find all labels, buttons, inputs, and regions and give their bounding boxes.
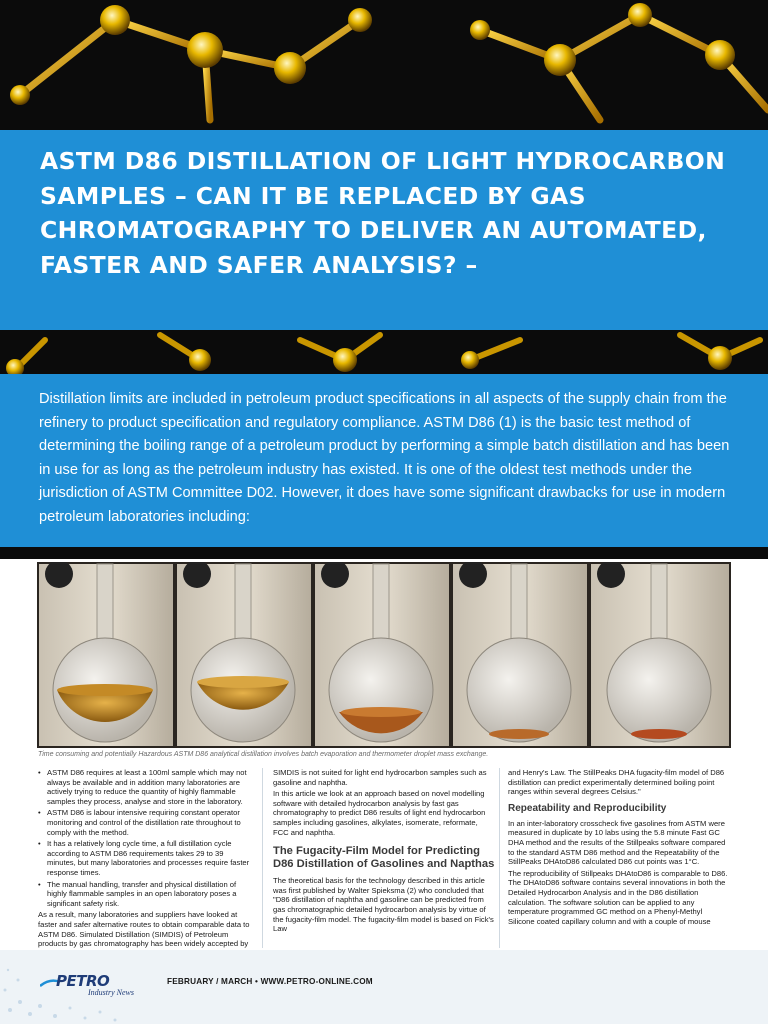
column-divider <box>499 768 500 948</box>
footer-bullet: • <box>255 977 259 986</box>
body-paragraph: As a result, many laboratories and suppliers have looked at faster and safer alternative routes to obtain comparable data to ASTM D86. Simulated Distillation (SIMDIS) of Petroleum products by gas chromatography has been widely accepted by <box>38 910 250 949</box>
title-panel <box>0 130 768 330</box>
issue-date: FEBRUARY / MARCH <box>167 977 253 986</box>
list-item: • The manual handling, transfer and physical distillation of highly flammable samples in an open laboratory poses a significant safety risk. <box>38 880 253 909</box>
body-paragraph: In this article we look at an approach based on novel modelling software with detailed hydrocarbon analysis by fast gas chromatography to predict D86 results of light end hydrocarbon samples including gasolines, alkylates, isomerate, reformate, FCC and naphtha. <box>273 789 486 837</box>
body-paragraph: In an inter-laboratory crosscheck five gasolines from ASTM were measured in duplicate by 10 labs using the 5.8 minute Fast GC DHA method and the results of the Stillpeaks software compared to the standard ASTM D86 method and the Repeatability of the StillPeaks DHAtoD86 calculated D86 cut points was 1°C. <box>508 818 726 867</box>
molecule-strip-illustration <box>0 330 768 374</box>
drawbacks-list <box>38 768 253 908</box>
section-heading: Repeatability and Reproducibility <box>508 802 667 814</box>
flask-panel-1 <box>39 562 173 746</box>
article-column-3 <box>508 768 730 928</box>
distillation-flasks-photo <box>37 562 731 748</box>
list-item: • It has a relatively long cycle time, a full distillation cycle according to ASTM D86 requirements takes 29 to 39 minutes, but many laboratories and processes require faster response times. <box>38 839 253 877</box>
body-paragraph: and Henry's Law. The StillPeaks DHA fugacity-film model of D86 distillation can predict experimentally determined boiling point ranges within several degrees Celsius." <box>508 768 725 797</box>
flask-panel-5 <box>591 562 729 746</box>
column-divider <box>262 768 263 948</box>
list-item: • ASTM D86 requires at least a 100ml sample which may not always be available and in addition many laboratories are actively trying to reduce the quantity of highly flammable samples they process, analyse and store in the laboratory. <box>38 768 253 806</box>
flask-panel-3 <box>315 562 449 746</box>
decorative-divider <box>0 547 768 559</box>
article-title: ASTM D86 DISTILLATION OF LIGHT HYDROCARBON SAMPLES – CAN IT BE REPLACED BY GAS CHROMATOGRAPHY TO DELIVER AN AUTOMATED, FASTER AND SAFER ANALYSIS? – <box>40 147 726 279</box>
article-column-2 <box>273 768 495 936</box>
footer-issue-line <box>167 977 373 986</box>
article-column-1 <box>38 768 253 960</box>
intro-text: Distillation limits are included in petroleum product specifications in all aspects of the supply chain from the refinery to product specification and regulatory compliance. ASTM D86 (1) is the basic test method of determining the boiling range of a petroleum product by performing a simple batch distillation and has been in use for as long as the petroleum industry has existed. It is one of the oldest test methods under the jurisdiction of ASTM Committee D02. However, it does have some significant drawbacks for use in modern petroleum laboratories including: <box>39 391 730 525</box>
molecule-banner-middle <box>0 330 768 374</box>
flask-sequence-image <box>37 562 731 748</box>
flask-panel-4 <box>453 562 587 746</box>
body-paragraph: The reproducibility of Stillpeaks DHAtoD86 is comparable to D86. The DHAtoD86 software contains several innovations in both the Detailed Hydrocarbon Analysis and in the D86 distillation calculation. The software solution can be applied to any temperature programmed GC method on a Phenyl-Methyl Silicone coated capillary column and with a couple of mouse <box>508 868 728 926</box>
logo-wordmark: PETRO <box>56 972 110 990</box>
section-heading: The Fugacity-Film Model for Predicting D86 Distillation of Gasolines and Napthas <box>273 845 495 871</box>
website-url: WWW.PETRO-ONLINE.COM <box>260 977 373 986</box>
molecule-illustration <box>0 0 768 130</box>
list-item: • ASTM D86 is labour intensive requiring constant operator monitoring and control of the distillation rate throughout to comply with the method. <box>38 808 253 837</box>
molecule-banner-top <box>0 0 768 130</box>
body-paragraph: The theoretical basis for the technology described in this article was first published by Walter Spieksma (2) who concluded that "D86 distillation of naphtha and gasoline can be predicted from gas chromatographic detailed hydrocarbon analysis by virtue of the fugacity-film model. The fugacity-film model is based on Fick's Law <box>273 876 494 934</box>
flask-panel-2 <box>177 562 311 746</box>
body-paragraph: SIMDIS is not suited for light end hydrocarbon samples such as gasoline and naphtha. <box>273 768 487 787</box>
figure-caption: Time consuming and potentially Hazardous ASTM D86 analytical distillation involves batch evaporation and thermometer droplet mass exchange. <box>38 751 489 758</box>
logo-tagline: Industry News <box>88 988 134 997</box>
petro-industry-news-logo <box>40 972 160 1002</box>
intro-panel <box>0 374 768 547</box>
